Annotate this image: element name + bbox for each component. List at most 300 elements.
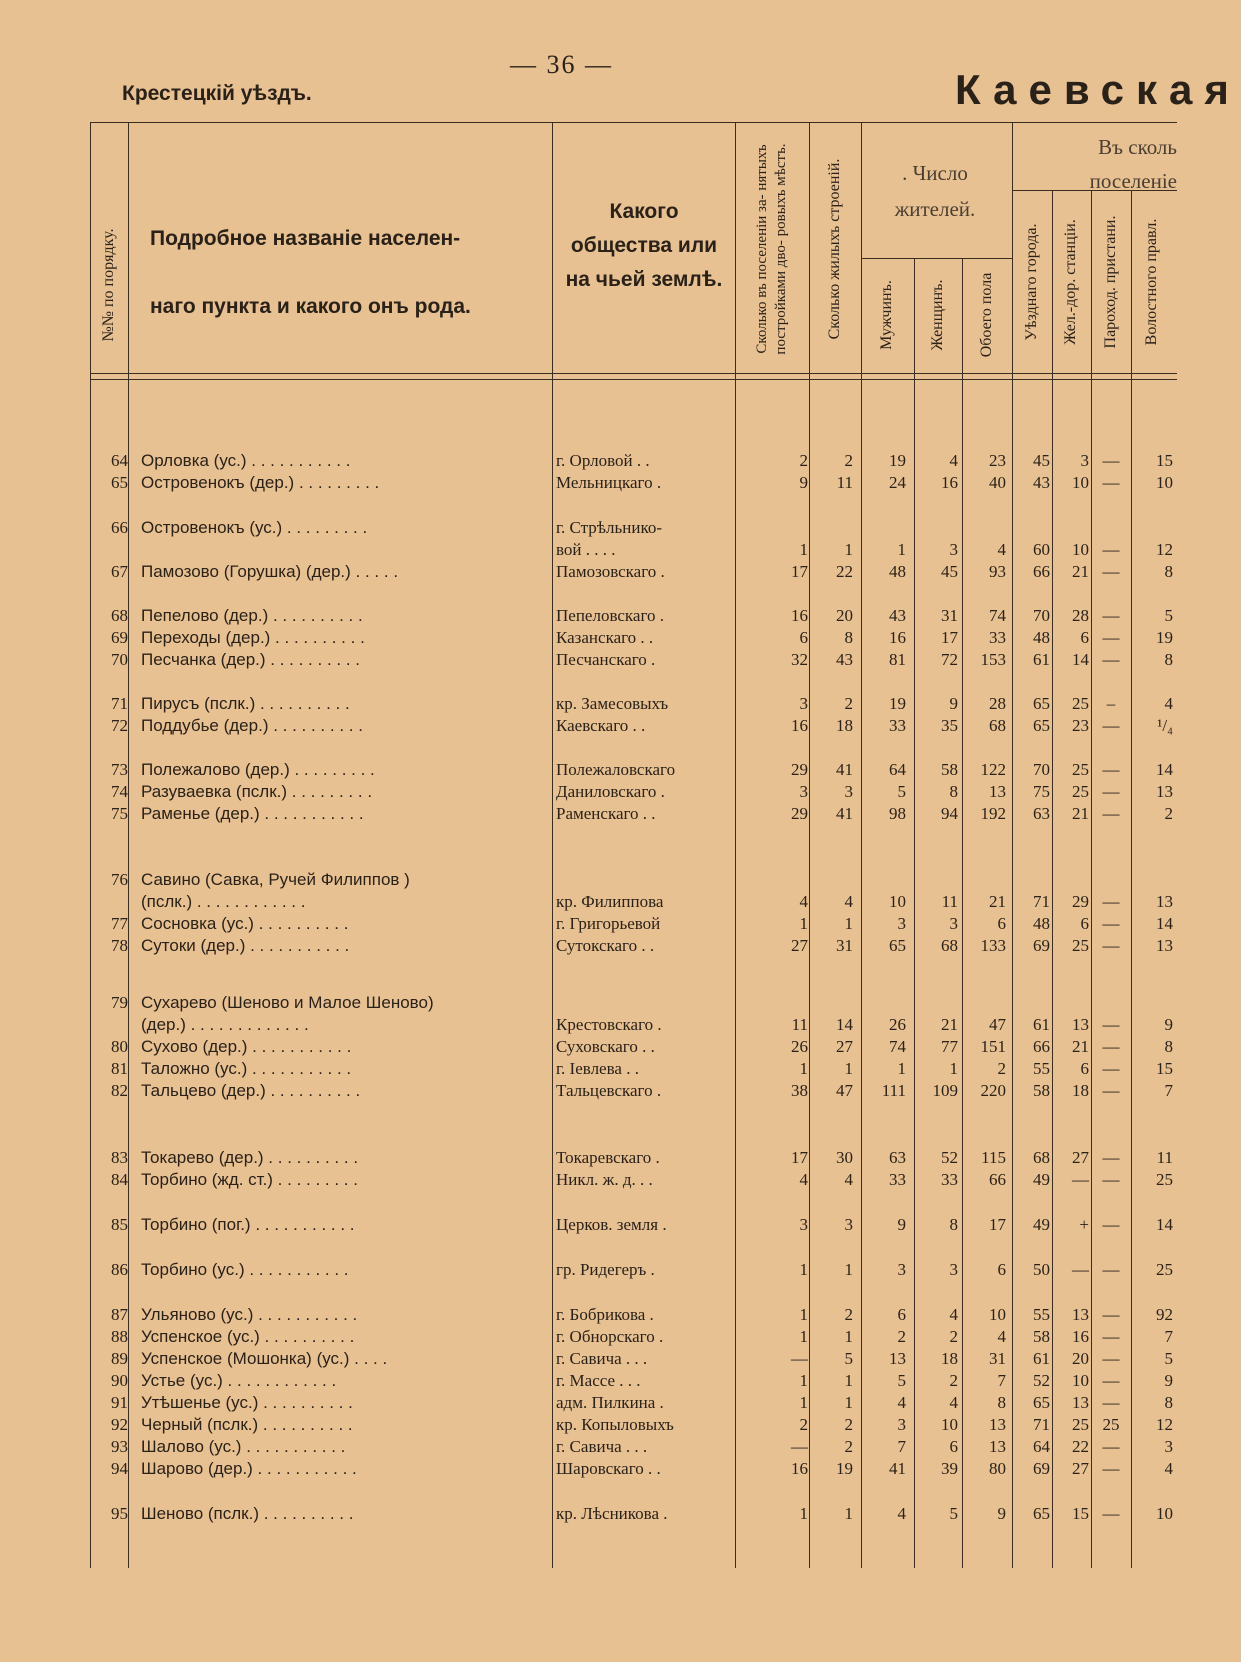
table-row	[0, 936, 1177, 960]
females-count: 39	[941, 1459, 958, 1478]
total-count: 28	[989, 694, 1006, 713]
females-count: 3	[949, 540, 958, 559]
table-row	[0, 760, 1177, 784]
females-count: 17	[941, 628, 958, 647]
distance-pier: —	[1102, 1215, 1120, 1234]
table-row	[0, 606, 1177, 630]
buildings-count: 5	[844, 1349, 853, 1368]
place-name: Песчанка (дер.) . . . . . . . . . .	[141, 650, 361, 669]
distance-volost: 14	[1156, 914, 1173, 933]
row-number: 87	[111, 1305, 128, 1324]
males-count: 2	[897, 1327, 906, 1346]
buildings-count: 1	[844, 1504, 853, 1523]
distance-town: 60	[1033, 540, 1050, 559]
yards-count: 2	[799, 451, 808, 470]
distance-town: 61	[1033, 1349, 1050, 1368]
total-count: 115	[981, 1148, 1006, 1167]
distance-town: 68	[1033, 1148, 1050, 1167]
society: Полежаловскаго	[556, 760, 676, 779]
table-row	[0, 562, 1177, 586]
total-count: 13	[989, 1415, 1006, 1434]
distance-town: 52	[1033, 1371, 1050, 1390]
society: Песчанскаго .	[556, 650, 656, 669]
distance-pier: —	[1102, 804, 1120, 823]
total-count: 66	[989, 1170, 1006, 1189]
yards-count: 16	[791, 606, 808, 625]
males-count: 6	[897, 1305, 906, 1324]
yards-count: 1	[799, 1260, 808, 1279]
society: Токаревскаго .	[556, 1148, 660, 1167]
table-row	[0, 694, 1177, 718]
females-count: 2	[949, 1371, 958, 1390]
population-subheader-rule	[862, 258, 1012, 259]
table-row	[0, 1349, 1177, 1373]
row-number: 73	[111, 760, 128, 779]
buildings-count: 18	[836, 716, 853, 735]
table-row	[0, 870, 1177, 894]
females-count: 8	[949, 1215, 958, 1234]
buildings-count: 30	[836, 1148, 853, 1167]
society: Пепеловскаго .	[556, 606, 665, 625]
females-count: 18	[941, 1349, 958, 1368]
males-count: 9	[897, 1215, 906, 1234]
distance-volost: 7	[1164, 1327, 1173, 1346]
total-count: 10	[989, 1305, 1006, 1324]
society: г. Бобрикова .	[556, 1305, 654, 1324]
place-name: Сутоки (дер.) . . . . . . . . . . .	[141, 936, 350, 955]
distance-town: 63	[1033, 804, 1050, 823]
males-count: 33	[889, 716, 906, 735]
distance-town: 61	[1033, 650, 1050, 669]
society: Памозовскаго .	[556, 562, 665, 581]
place-name: Разуваевка (пслк.) . . . . . . . . .	[141, 782, 373, 801]
males-count: 41	[889, 1459, 906, 1478]
distance-town: 69	[1033, 1459, 1050, 1478]
distance-pier: —	[1102, 1170, 1120, 1189]
place-name: Пирусъ (пслк.) . . . . . . . . . .	[141, 694, 350, 713]
males-count: 98	[889, 804, 906, 823]
distance-rail: 29	[1072, 892, 1089, 911]
distance-pier: —	[1102, 473, 1120, 492]
table-row	[0, 473, 1177, 497]
buildings-count: 47	[836, 1081, 853, 1100]
district-title: Крестецкій уѣздъ.	[122, 82, 312, 105]
buildings-count: 31	[836, 936, 853, 955]
header-society-line1: Какого	[609, 200, 679, 223]
society: Раменскаго . .	[556, 804, 656, 823]
place-name: Переходы (дер.) . . . . . . . . . .	[141, 628, 365, 647]
distance-pier: —	[1102, 1327, 1120, 1346]
distance-rail: 10	[1072, 473, 1089, 492]
row-number: 81	[111, 1059, 128, 1078]
distance-town: 71	[1033, 892, 1050, 911]
males-count: 4	[897, 1393, 906, 1412]
place-name: Сухарево (Шеново и Малое Шеново)	[141, 993, 434, 1012]
buildings-count: 2	[844, 1415, 853, 1434]
total-count: 153	[980, 650, 1006, 669]
buildings-count: 11	[836, 473, 853, 492]
row-number: 84	[111, 1170, 128, 1189]
distance-rail: 16	[1072, 1327, 1089, 1346]
distance-town: 58	[1033, 1327, 1050, 1346]
females-count: 94	[941, 804, 958, 823]
distance-town: 66	[1033, 1037, 1050, 1056]
distance-pier: —	[1102, 1371, 1120, 1390]
males-count: 74	[889, 1037, 906, 1056]
buildings-count: 4	[844, 1170, 853, 1189]
distance-pier: —	[1102, 451, 1120, 470]
distance-rail: 21	[1072, 1037, 1089, 1056]
place-name: (пслк.) . . . . . . . . . . . .	[141, 892, 306, 911]
place-name: Торбино (пог.) . . . . . . . . . . .	[141, 1215, 355, 1234]
distance-town: 65	[1033, 694, 1050, 713]
header-volost-board: Волостного правл.	[1143, 218, 1160, 346]
yards-count: —	[791, 1437, 808, 1456]
distance-volost: 12	[1156, 540, 1173, 559]
buildings-count: 3	[844, 1215, 853, 1234]
yards-count: 16	[791, 716, 808, 735]
distance-rail: —	[1072, 1170, 1089, 1189]
buildings-count: 43	[836, 650, 853, 669]
females-count: 52	[941, 1148, 958, 1167]
distance-pier: —	[1102, 892, 1120, 911]
place-name: Островенокъ (ус.) . . . . . . . . .	[141, 518, 368, 537]
distance-rail: 18	[1072, 1081, 1089, 1100]
place-name: Утѣшенье (ус.) . . . . . . . . . .	[141, 1393, 353, 1412]
distance-volost: 5	[1164, 606, 1173, 625]
place-name: (дер.) . . . . . . . . . . . . .	[141, 1015, 309, 1034]
distance-volost: 13	[1156, 892, 1173, 911]
yards-count: 3	[799, 694, 808, 713]
distance-pier: —	[1102, 1437, 1120, 1456]
total-count: 6	[997, 1260, 1006, 1279]
buildings-count: 41	[836, 804, 853, 823]
row-number: 93	[111, 1437, 128, 1456]
header-females: Женщинъ.	[929, 279, 946, 351]
buildings-count: 1	[844, 1393, 853, 1412]
table-row	[0, 451, 1177, 475]
table-row	[0, 540, 1177, 564]
total-count: 9	[997, 1504, 1006, 1523]
females-count: 3	[949, 1260, 958, 1279]
total-count: 47	[989, 1015, 1006, 1034]
total-count: 151	[980, 1037, 1006, 1056]
row-number: 77	[111, 914, 128, 933]
distance-pier: —	[1102, 1305, 1120, 1324]
society: Сутокскаго . .	[556, 936, 655, 955]
buildings-count: 2	[844, 1437, 853, 1456]
row-number: 89	[111, 1349, 128, 1368]
distance-rail: 15	[1072, 1504, 1089, 1523]
table-row	[0, 1015, 1177, 1039]
society: г. Савича . . .	[556, 1349, 648, 1368]
table-row	[0, 993, 1177, 1017]
place-name: Устье (ус.) . . . . . . . . . . . .	[141, 1371, 337, 1390]
buildings-count: 19	[836, 1459, 853, 1478]
yards-count: 16	[791, 1459, 808, 1478]
header-town: Уѣзднаго города.	[1023, 223, 1040, 341]
row-number: 74	[111, 782, 128, 801]
yards-count: 38	[791, 1081, 808, 1100]
table-row	[0, 1437, 1177, 1461]
total-count: 93	[989, 562, 1006, 581]
header-name	[150, 205, 525, 341]
header-name-line2: наго пункта и какого онъ рода.	[150, 295, 471, 318]
yards-count: 29	[791, 804, 808, 823]
distance-pier: —	[1102, 914, 1120, 933]
society: кр. Лѣсникова .	[556, 1504, 668, 1523]
distance-pier: —	[1102, 760, 1120, 779]
distance-town: 75	[1033, 782, 1050, 801]
distance-town: 64	[1033, 1437, 1050, 1456]
society: Церков. земля .	[556, 1215, 667, 1234]
distance-town: 49	[1033, 1215, 1050, 1234]
total-count: 80	[989, 1459, 1006, 1478]
total-count: 31	[989, 1349, 1006, 1368]
distance-volost: 8	[1164, 650, 1173, 669]
row-number: 72	[111, 716, 128, 735]
header-distance	[1020, 130, 1177, 198]
distance-volost: 9	[1164, 1015, 1173, 1034]
place-name: Ульяново (ус.) . . . . . . . . . . .	[141, 1305, 358, 1324]
distance-volost: 2	[1164, 804, 1173, 823]
row-number: 90	[111, 1371, 128, 1390]
males-count: 3	[897, 914, 906, 933]
distance-pier: —	[1102, 1148, 1120, 1167]
yards-count: —	[791, 1349, 808, 1368]
table-row	[0, 804, 1177, 828]
society: Даниловскаго .	[556, 782, 665, 801]
distance-volost: 14	[1156, 760, 1173, 779]
table-row	[0, 628, 1177, 652]
distance-pier: —	[1102, 1015, 1120, 1034]
distance-town: 49	[1033, 1170, 1050, 1189]
distance-town: 55	[1033, 1059, 1050, 1078]
distance-volost: 19	[1156, 628, 1173, 647]
males-count: 111	[881, 1081, 906, 1100]
table-row	[0, 716, 1177, 740]
place-name: Черный (пслк.) . . . . . . . . . .	[141, 1415, 353, 1434]
row-number: 70	[111, 650, 128, 669]
females-count: 1	[949, 1059, 958, 1078]
yards-count: 1	[799, 914, 808, 933]
row-number: 91	[111, 1393, 128, 1412]
buildings-count: 14	[836, 1015, 853, 1034]
distance-rail: 3	[1080, 451, 1089, 470]
distance-rail: —	[1072, 1260, 1089, 1279]
place-name: Островенокъ (дер.) . . . . . . . . .	[141, 473, 380, 492]
distance-town: 69	[1033, 936, 1050, 955]
males-count: 65	[889, 936, 906, 955]
males-count: 5	[897, 1371, 906, 1390]
distance-rail: 25	[1072, 1415, 1089, 1434]
distance-town: 70	[1033, 606, 1050, 625]
yards-count: 11	[791, 1015, 808, 1034]
place-name: Полежалово (дер.) . . . . . . . . .	[141, 760, 375, 779]
header-bottom-rule	[90, 373, 1177, 374]
distance-pier: —	[1102, 1260, 1120, 1279]
society: вой . . . .	[556, 540, 616, 559]
distance-town: 55	[1033, 1305, 1050, 1324]
females-count: 3	[949, 914, 958, 933]
yards-count: 1	[799, 1371, 808, 1390]
distance-rail: 27	[1072, 1459, 1089, 1478]
distance-volost: 25	[1156, 1170, 1173, 1189]
distance-volost: 12	[1156, 1415, 1173, 1434]
distance-volost: 4	[1164, 694, 1173, 713]
males-count: 33	[889, 1170, 906, 1189]
distance-pier: —	[1102, 540, 1120, 559]
header-society-line3: на чьей землѣ.	[565, 268, 723, 291]
table-row	[0, 1415, 1177, 1439]
distance-pier: —	[1102, 1459, 1120, 1478]
distance-town: 48	[1033, 914, 1050, 933]
distance-pier: —	[1102, 628, 1120, 647]
distance-rail: 20	[1072, 1349, 1089, 1368]
yards-count: 1	[799, 1393, 808, 1412]
society: Крестовскаго .	[556, 1015, 662, 1034]
buildings-count: 8	[844, 628, 853, 647]
table-row	[0, 1170, 1177, 1194]
yards-count: 9	[799, 473, 808, 492]
row-number: 66	[111, 518, 128, 537]
place-name: Тальцево (дер.) . . . . . . . . . .	[141, 1081, 361, 1100]
row-number: 64	[111, 451, 128, 470]
distance-town: 61	[1033, 1015, 1050, 1034]
distance-pier: —	[1102, 782, 1120, 801]
distance-volost: 14	[1156, 1215, 1173, 1234]
females-count: 6	[949, 1437, 958, 1456]
place-name: Шалово (ус.) . . . . . . . . . . .	[141, 1437, 346, 1456]
females-count: 33	[941, 1170, 958, 1189]
header-distance-line2: поселеніе	[1089, 169, 1177, 193]
total-count: 40	[989, 473, 1006, 492]
distance-volost: 8	[1164, 1037, 1173, 1056]
males-count: 43	[889, 606, 906, 625]
total-count: 21	[989, 892, 1006, 911]
table-row	[0, 650, 1177, 674]
buildings-count: 1	[844, 1059, 853, 1078]
males-count: 10	[889, 892, 906, 911]
place-name: Токарево (дер.) . . . . . . . . . .	[141, 1148, 359, 1167]
distance-town: 45	[1033, 451, 1050, 470]
header-name-line1: Подробное названіе населен-	[150, 227, 461, 250]
distance-volost: 10	[1156, 1504, 1173, 1523]
total-count: 7	[997, 1371, 1006, 1390]
distance-rail: 23	[1072, 716, 1089, 735]
females-count: 11	[941, 892, 958, 911]
males-count: 7	[897, 1437, 906, 1456]
header-population-line2: жителей.	[894, 197, 976, 221]
place-name: Савино (Савка, Ручей Филиппов )	[141, 870, 410, 889]
yards-count: 27	[791, 936, 808, 955]
yards-count: 29	[791, 760, 808, 779]
buildings-count: 2	[844, 694, 853, 713]
header-population-line1: . Число	[902, 161, 968, 185]
buildings-count: 27	[836, 1037, 853, 1056]
header-society	[556, 195, 732, 297]
table-row	[0, 1459, 1177, 1483]
distance-town: 65	[1033, 716, 1050, 735]
distance-pier: —	[1102, 1393, 1120, 1412]
header-rail: Жел.-дор. станціи.	[1062, 219, 1079, 345]
table-row	[0, 892, 1177, 916]
place-name: Раменье (дер.) . . . . . . . . . . .	[141, 804, 364, 823]
society: Никл. ж. д. . .	[556, 1170, 653, 1189]
yards-count: 4	[799, 1170, 808, 1189]
distance-pier: —	[1102, 1504, 1120, 1523]
distance-volost: 10	[1156, 473, 1173, 492]
distance-rail: 28	[1072, 606, 1089, 625]
buildings-count: 2	[844, 451, 853, 470]
distance-rail: 13	[1072, 1015, 1089, 1034]
row-number: 71	[111, 694, 128, 713]
females-count: 4	[949, 451, 958, 470]
males-count: 3	[897, 1415, 906, 1434]
table-row	[0, 914, 1177, 938]
total-count: 68	[989, 716, 1006, 735]
buildings-count: 41	[836, 760, 853, 779]
header-distance-line1: Въ сколь	[1098, 135, 1177, 159]
place-name: Успенское (ус.) . . . . . . . . . .	[141, 1327, 355, 1346]
society: Тальцевскаго .	[556, 1081, 662, 1100]
distance-rail: 25	[1072, 760, 1089, 779]
yards-count: 3	[799, 1215, 808, 1234]
society: адм. Пилкина .	[556, 1393, 664, 1412]
yards-count: 17	[791, 562, 808, 581]
distance-town: 70	[1033, 760, 1050, 779]
distance-volost: 25	[1156, 1260, 1173, 1279]
distance-rail: 14	[1072, 650, 1089, 669]
table-row	[0, 1148, 1177, 1172]
row-number: 80	[111, 1037, 128, 1056]
distance-pier: 25	[1102, 1415, 1120, 1434]
society: г. Обнорскаго .	[556, 1327, 664, 1346]
row-number: 94	[111, 1459, 128, 1478]
distance-pier: —	[1102, 1059, 1120, 1078]
distance-town: 43	[1033, 473, 1050, 492]
row-number: 85	[111, 1215, 128, 1234]
males-count: 13	[889, 1349, 906, 1368]
total-count: 33	[989, 628, 1006, 647]
distance-pier: —	[1102, 606, 1120, 625]
distance-town: 71	[1033, 1415, 1050, 1434]
society: кр. Замесовыхъ	[556, 694, 669, 713]
yards-count: 4	[799, 892, 808, 911]
buildings-count: 2	[844, 1305, 853, 1324]
males-count: 24	[889, 473, 906, 492]
place-name: Поддубье (дер.) . . . . . . . . . .	[141, 716, 363, 735]
distance-town: 48	[1033, 628, 1050, 647]
table-row	[0, 1327, 1177, 1351]
males-count: 81	[889, 650, 906, 669]
buildings-count: 1	[844, 540, 853, 559]
males-count: 64	[889, 760, 906, 779]
males-count: 19	[889, 451, 906, 470]
males-count: 3	[897, 1260, 906, 1279]
females-count: 58	[941, 760, 958, 779]
distance-volost: 3	[1164, 1437, 1173, 1456]
females-count: 77	[941, 1037, 958, 1056]
society: г. Массе . . .	[556, 1371, 641, 1390]
distance-pier: —	[1102, 650, 1120, 669]
society: Суховскаго . .	[556, 1037, 655, 1056]
header-society-line2: общества или	[570, 234, 718, 257]
table-row	[0, 1504, 1177, 1528]
yards-count: 1	[799, 1305, 808, 1324]
buildings-count: 1	[844, 914, 853, 933]
yards-count: 1	[799, 1059, 808, 1078]
